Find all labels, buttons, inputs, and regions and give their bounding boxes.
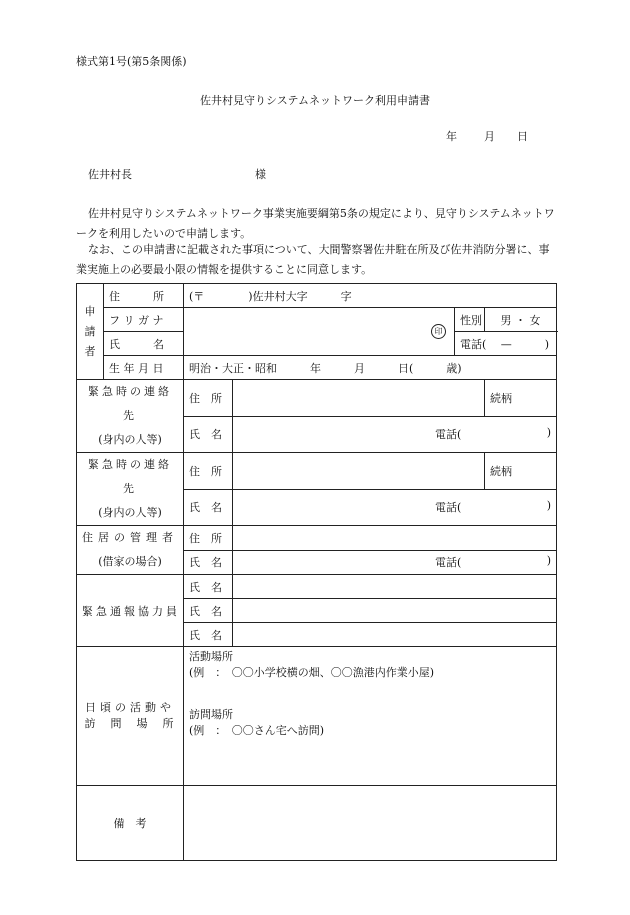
birthdate-label: 生 年 月 日 [104, 356, 184, 380]
activity-label: 日頃の活動や 訪 問 場 所 [77, 647, 184, 786]
manager-name[interactable] [233, 550, 557, 575]
remarks-field[interactable] [184, 786, 557, 861]
phone-label: 電話( [435, 501, 462, 515]
address-label: 住 所 [184, 526, 233, 551]
birthdate-field[interactable]: 明治・大正・昭和 年 月 日( 歳) [184, 356, 557, 380]
address-label: 住 所 [104, 284, 184, 308]
date-month: 月 [484, 130, 495, 143]
honorific: 様 [255, 168, 266, 181]
seal-mark: 印 [431, 324, 446, 339]
name-label: 氏 名 [184, 599, 233, 623]
phone-close: ) [546, 499, 551, 513]
addressee: 佐井村長 [88, 168, 132, 181]
activity-field[interactable] [184, 647, 557, 786]
relation-label[interactable]: 続柄 [485, 380, 557, 417]
manager-address[interactable] [233, 526, 557, 551]
name-label: 氏 名 [184, 489, 233, 526]
emergency-contact2-address[interactable] [233, 453, 485, 490]
visit-place-example: (例 ： 〇〇さん宅へ訪問) [189, 724, 325, 737]
date-year: 年 [446, 130, 457, 143]
emergency-contact2-label: 緊急時の連絡先 (身内の人等) [77, 453, 184, 526]
furigana-label: フ リ ガ ナ [104, 308, 184, 332]
activity-place-example: (例 ： 〇〇小学校横の畑、〇〇漁港内作業小屋) [189, 666, 435, 679]
cooperator-name-3[interactable] [233, 623, 557, 647]
phone-label: 電話( [435, 428, 462, 442]
emergency-contact1-label: 緊急時の連絡先 (身内の人等) [77, 380, 184, 453]
form-id: 様式第1号(第5条関係) [76, 55, 187, 68]
name-label: 氏 名 [184, 416, 233, 453]
cooperator-name-1[interactable] [233, 575, 557, 599]
gender-field[interactable]: 男 ・ 女 [485, 308, 557, 332]
name-label: 氏 名 [184, 575, 233, 599]
gender-label: 性別 [455, 308, 485, 332]
date-day: 日 [517, 130, 528, 143]
relation-label[interactable]: 続柄 [485, 453, 557, 490]
activity-place-label: 活動場所 [189, 650, 233, 663]
document-title: 佐井村見守りシステムネットワーク利用申請書 [200, 94, 430, 107]
visit-place-label: 訪問場所 [189, 708, 233, 721]
phone-close: ) [546, 426, 551, 440]
cooperator-name-2[interactable] [233, 599, 557, 623]
emergency-contact1-name[interactable] [233, 416, 557, 453]
name-label: 氏 名 [104, 332, 184, 356]
applicant-phone-field[interactable]: 電話( — ) [455, 332, 557, 356]
name-label: 氏 名 [184, 550, 233, 575]
name-label: 氏 名 [184, 623, 233, 647]
emergency-contact1-address[interactable] [233, 380, 485, 417]
address-label: 住 所 [184, 380, 233, 417]
remarks-label: 備 考 [77, 786, 184, 861]
residence-manager-label: 住居の管理者 (借家の場合) [77, 526, 184, 575]
cooperator-label: 緊急通報協力員 [77, 575, 184, 647]
applicant-group-label: 申請者 [77, 284, 104, 380]
address-label: 住 所 [184, 453, 233, 490]
application-statement: 佐井村見守りシステムネットワーク事業実施要綱第5条の規定により、見守りシステムネットワークを利用したいので申請します。 [76, 207, 555, 240]
emergency-contact2-name[interactable] [233, 489, 557, 526]
consent-statement: なお、この申請書に記載された事項について、大間警察署佐井駐在所及び佐井消防分署に、事業実施上の必要最小限の情報を提供することに同意します。 [76, 243, 550, 276]
phone-label: 電話( [435, 556, 462, 570]
applicant-name-field[interactable] [184, 308, 455, 356]
applicant-address-field[interactable]: (〒 )佐井村大字 字 [184, 284, 557, 308]
application-form-table [76, 283, 557, 861]
phone-close: ) [546, 554, 551, 568]
